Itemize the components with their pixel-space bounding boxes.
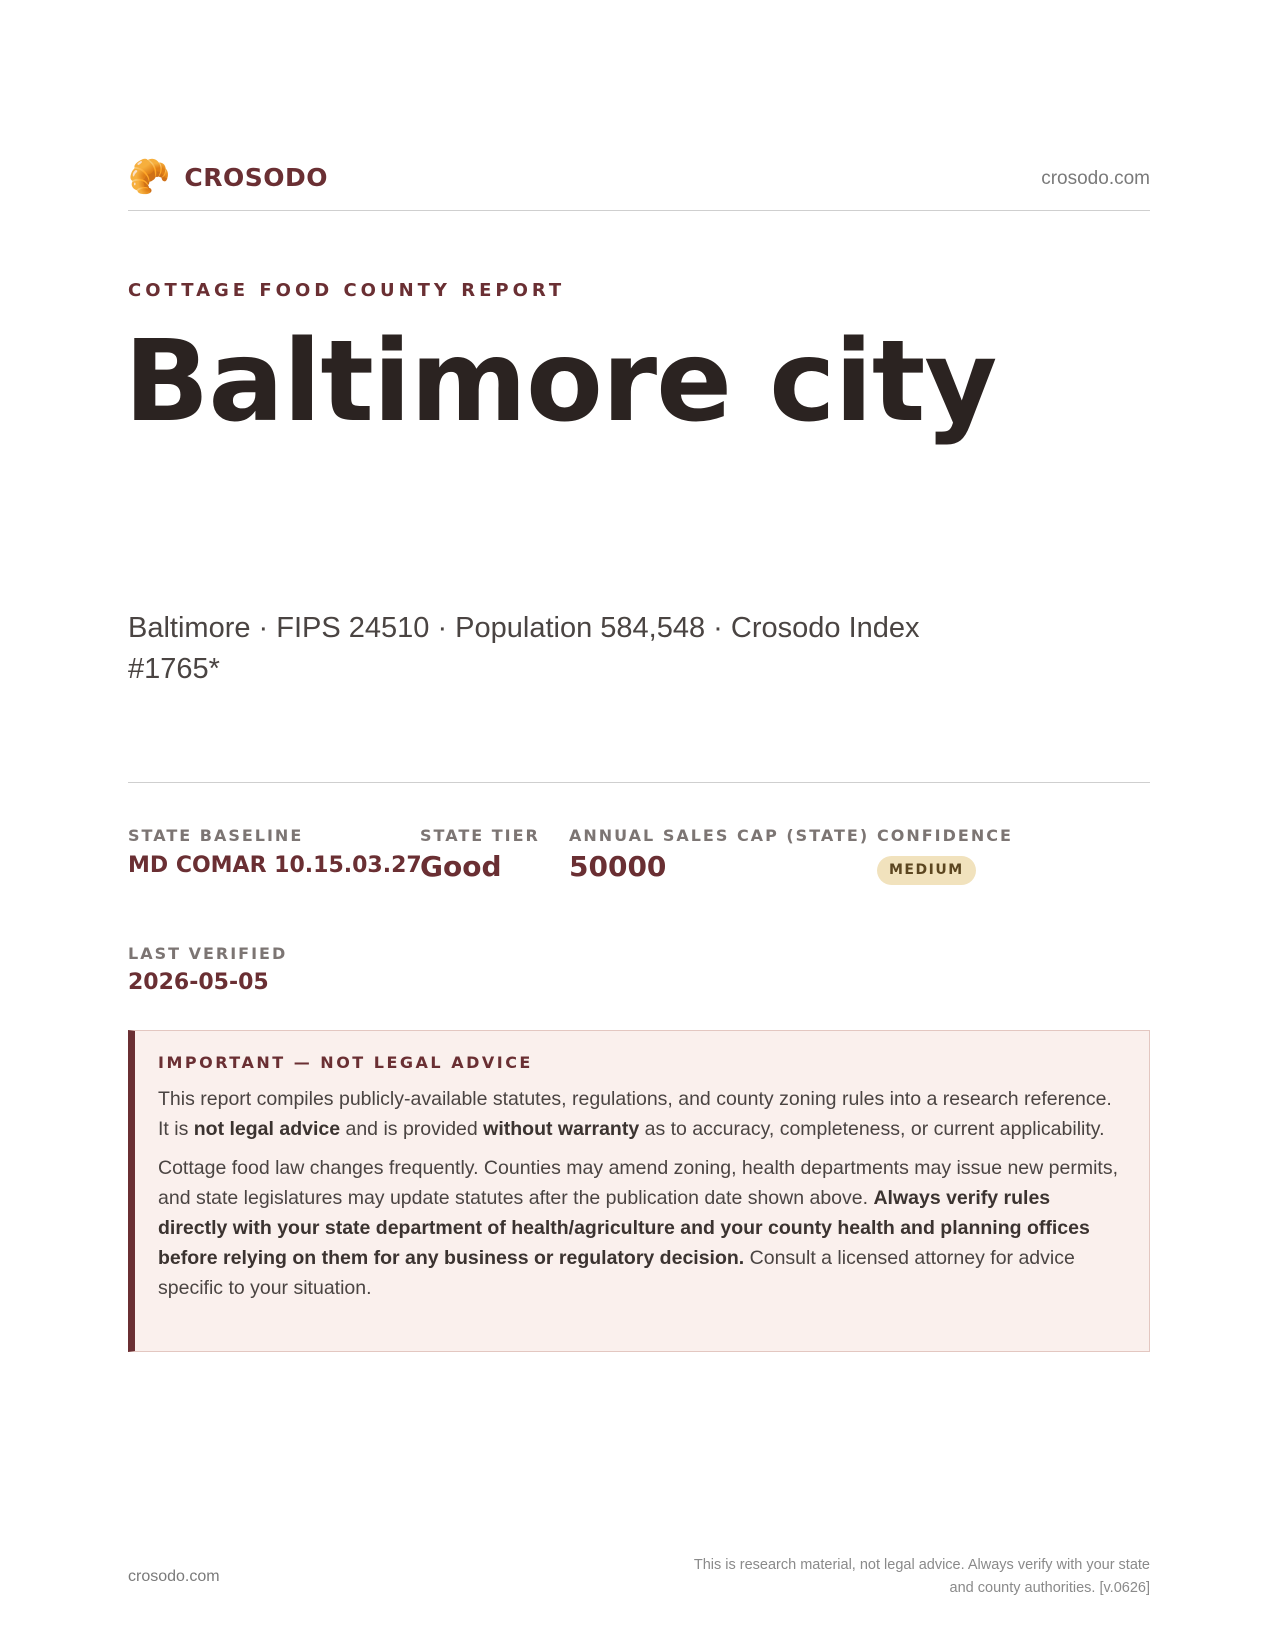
notice-paragraph-2: [158, 1153, 1123, 1303]
section-divider: [128, 782, 1150, 783]
legal-notice-box: [128, 1030, 1150, 1352]
state-baseline-value: MD COMAR 10.15.03.27: [128, 853, 422, 878]
sales-cap-value: 50000: [569, 850, 667, 883]
page-header: [128, 158, 1150, 211]
notice-text: Consult a licensed attorney for advice specific to your situation.: [158, 1247, 1075, 1299]
confidence-label: CONFIDENCE: [877, 826, 1013, 845]
notice-text: Cottage food law changes frequently. Counties may amend zoning, health departments may issue new permits, and state legislatures may update statutes after the publication date shown above.: [158, 1157, 1118, 1209]
page-title: Baltimore city: [124, 317, 997, 447]
croissant-icon: 🥐: [128, 157, 171, 197]
footer-site-url[interactable]: crosodo.com: [128, 1568, 220, 1585]
brand-name: CROSODO: [184, 162, 328, 192]
confidence-badge: MEDIUM: [877, 856, 976, 885]
state-baseline-label: STATE BASELINE: [128, 826, 304, 845]
notice-emphasis: not legal advice: [193, 1118, 341, 1140]
report-kicker: COTTAGE FOOD COUNTY REPORT: [128, 280, 566, 301]
report-subtitle: Baltimore · FIPS 24510 · Population 584,548 · Crosodo Index #1765*: [128, 612, 920, 685]
notice-text: This report compiles publicly-available statutes, regulations, and county zoning rules into a research reference. It is: [158, 1088, 1112, 1140]
notice-paragraph-1: [158, 1084, 1123, 1144]
state-tier-value: Good: [420, 850, 502, 883]
footer-disclaimer: [630, 1554, 1150, 1600]
notice-text: and is provided: [340, 1118, 484, 1140]
last-verified-value: 2026-05-05: [128, 970, 269, 995]
footer-disclaimer-line: and county authorities. [v.0626]: [949, 1580, 1150, 1596]
notice-emphasis: Always verify rules directly with your state department of health/agriculture and your county health and planning offices before relying on them for any business or regulatory decision.: [158, 1187, 1090, 1269]
notice-heading: IMPORTANT — NOT LEGAL ADVICE: [158, 1053, 533, 1072]
notice-emphasis: without warranty: [483, 1118, 640, 1140]
sales-cap-label: ANNUAL SALES CAP (STATE): [569, 826, 870, 845]
footer-disclaimer-line: This is research material, not legal advice. Always verify with your state: [693, 1557, 1150, 1573]
last-verified-label: LAST VERIFIED: [128, 944, 288, 963]
site-url-link[interactable]: crosodo.com: [1041, 168, 1150, 189]
notice-text: as to accuracy, completeness, or current applicability.: [639, 1118, 1105, 1140]
state-tier-label: STATE TIER: [420, 826, 540, 845]
brand-logo[interactable]: [128, 157, 328, 197]
